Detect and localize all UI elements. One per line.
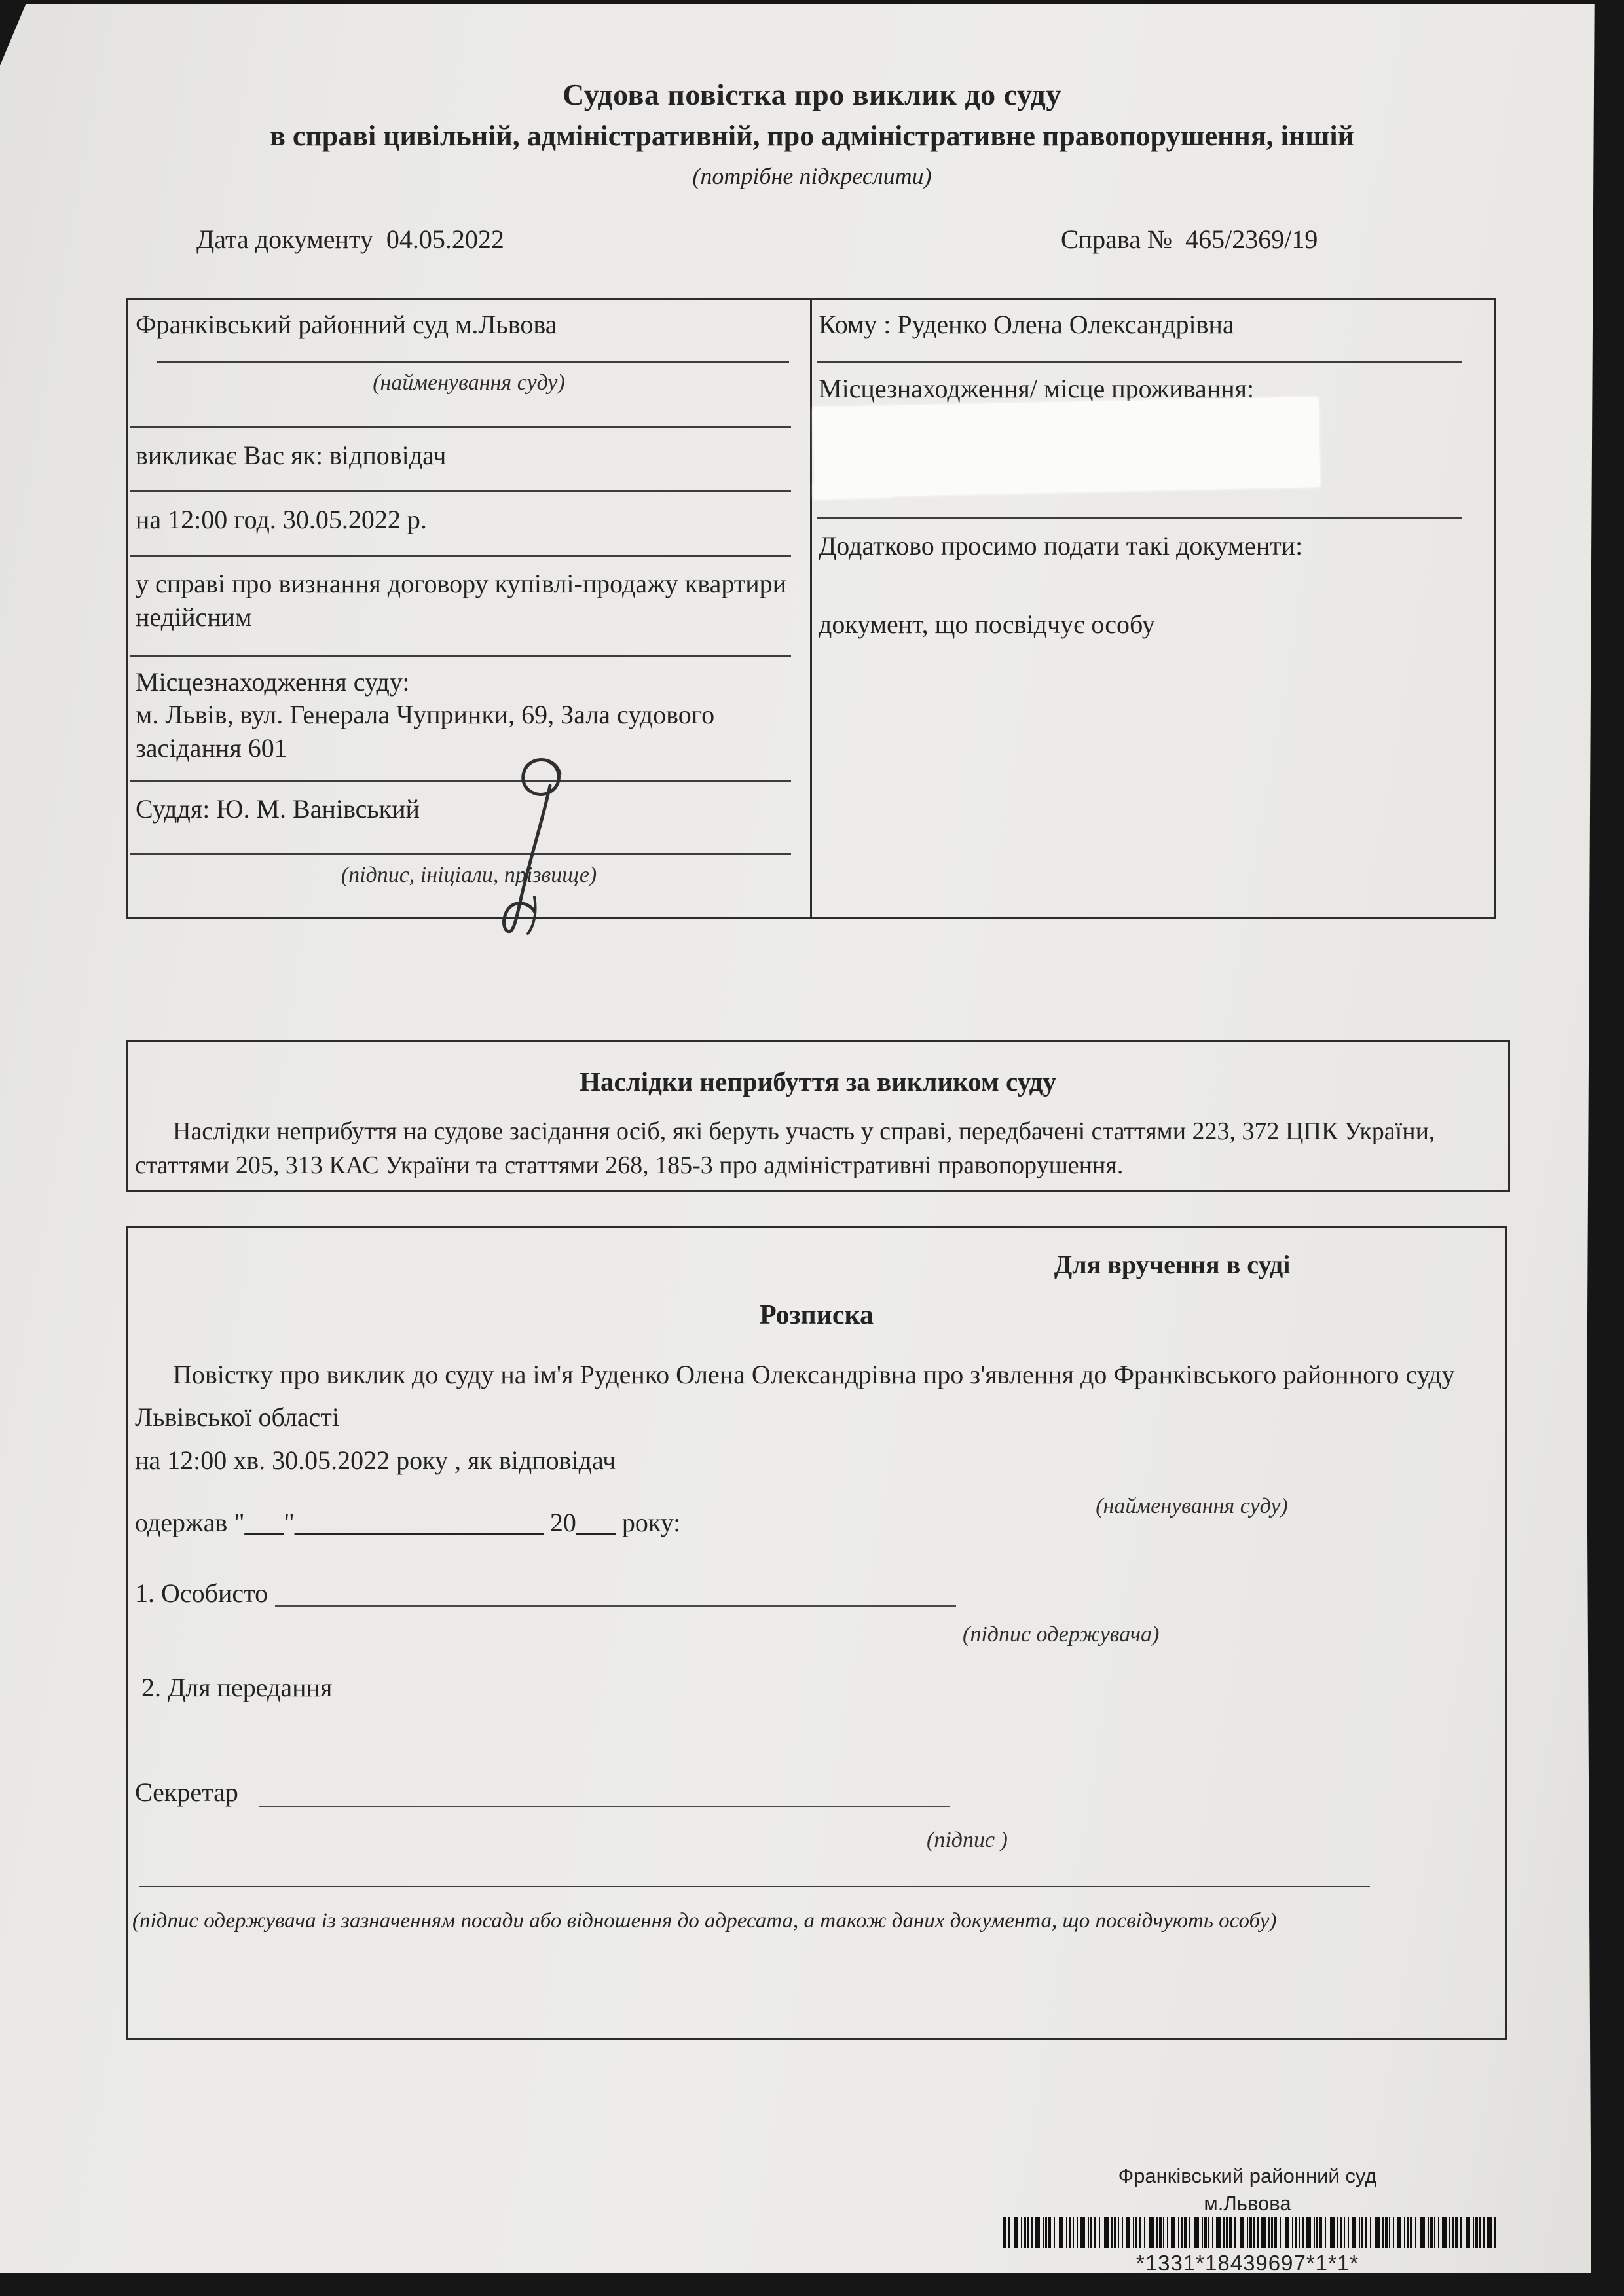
consequences-title: Наслідки неприбуття за викликом суду: [580, 1066, 1056, 1097]
underline-instruction-note: (потрібне підкреслити): [692, 163, 932, 189]
blank-line: [130, 555, 791, 557]
case-subject: у справі про визнання договору купівлі-продажу квартири недійсним: [136, 569, 787, 632]
document-subtitle: в справі цивільній, адміністративній, про адміністративне правопорушення, іншій: [270, 120, 1354, 152]
footer-court-name-line2: м.Львова: [1204, 2192, 1291, 2215]
blank-line: [157, 361, 789, 363]
blank-line: [130, 853, 791, 855]
blank-line: [130, 490, 791, 492]
scan-top-edge: [0, 0, 1624, 4]
redacted-address-overlay-tab: [814, 480, 893, 500]
summoned-as-line: викликає Вас як: відповідач: [136, 441, 447, 470]
case-number-line: [1061, 223, 1318, 256]
summons-table-divider: [810, 298, 812, 919]
document-title: Судова повістка про виклик до суду: [563, 78, 1061, 111]
receipt-court-caption: (найменування суду): [1096, 1494, 1288, 1518]
scan-right-edge-band: [1586, 0, 1624, 2296]
recipient-details-line: [139, 1886, 1370, 1887]
scan-bottom-band: [0, 2273, 1624, 2296]
secretary-signature-caption: (підпис ): [927, 1828, 1008, 1852]
blank-line: [130, 655, 791, 657]
receipt-received-line: одержав "___"___________________ 20___ року:: [135, 1508, 681, 1537]
document-date-line: [196, 223, 504, 256]
receipt-title: Розписка: [759, 1300, 874, 1330]
secretary-label: Секретар: [135, 1777, 238, 1807]
required-documents-label: Додатково просимо подати такі документи:: [819, 531, 1303, 560]
document-date-value: 04.05.2022: [386, 225, 504, 254]
blank-line: [130, 426, 791, 428]
personally-label: 1. Особисто: [135, 1578, 268, 1608]
required-documents-value: документ, що посвідчує особу: [819, 610, 1155, 639]
consequences-text: Наслідки неприбуття на судове засідання осіб, які беруть участь у справі, передбачені статтями 223, 372 ЦПК України, статтями 205, 313 КАС України та статтями 268, 185-3 про адміністративні правопорушення.: [135, 1118, 1435, 1180]
receipt-body-text: Повістку про виклик до суду на ім'я Руденко Олена Олександрівна про з'явлення до Франківського районного суду Львівської області: [135, 1360, 1455, 1432]
court-name: Франківський районний суд м.Львова: [136, 310, 557, 339]
court-location-label: Місцезнаходження суду:: [136, 667, 410, 697]
receipt-corner-note: Для вручення в суді: [1054, 1250, 1291, 1279]
hearing-datetime: на 12:00 год. 30.05.2022 р.: [136, 505, 427, 534]
case-number-value: 465/2369/19: [1185, 225, 1318, 254]
judge-name: Суддя: Ю. М. Ванівський: [136, 794, 420, 824]
personally-blank-line: [275, 1605, 956, 1607]
blank-line: [817, 361, 1462, 363]
barcode: [1003, 2217, 1496, 2248]
recipient-signature-caption: (підпис одержувача): [963, 1622, 1160, 1647]
addressee-line: Кому : Руденко Олена Олександрівна: [819, 310, 1234, 339]
scan-top-left-corner: [0, 0, 28, 65]
judge-signature-caption: (підпис, ініціали, прізвище): [341, 863, 597, 887]
blank-line: [817, 517, 1462, 519]
blank-line: [130, 780, 791, 782]
court-name-caption: (найменування суду): [373, 371, 565, 395]
receipt-time-line: на 12:00 хв. 30.05.2022 року , як відповідач: [135, 1446, 616, 1475]
receipt-footnote: (підпис одержувача із зазначенням посади або відношення до адресата, а також даних документа, що посвідчують особу): [132, 1909, 1277, 1933]
residence-label: Місцезнаходження/ місце проживання:: [819, 374, 1255, 403]
footer-court-name-line1: Франківський районний суд: [1118, 2164, 1377, 2187]
case-number-label: Справа №: [1061, 225, 1173, 254]
document-date-label: Дата документу: [196, 225, 373, 254]
transfer-label: 2. Для передання: [141, 1673, 333, 1702]
court-location-value: м. Львів, вул. Генерала Чупринки, 69, Зала судового засідання 601: [136, 700, 715, 763]
secretary-blank-line: [259, 1806, 950, 1807]
barcode-text: *1331*18439697*1*1*: [1135, 2251, 1359, 2275]
